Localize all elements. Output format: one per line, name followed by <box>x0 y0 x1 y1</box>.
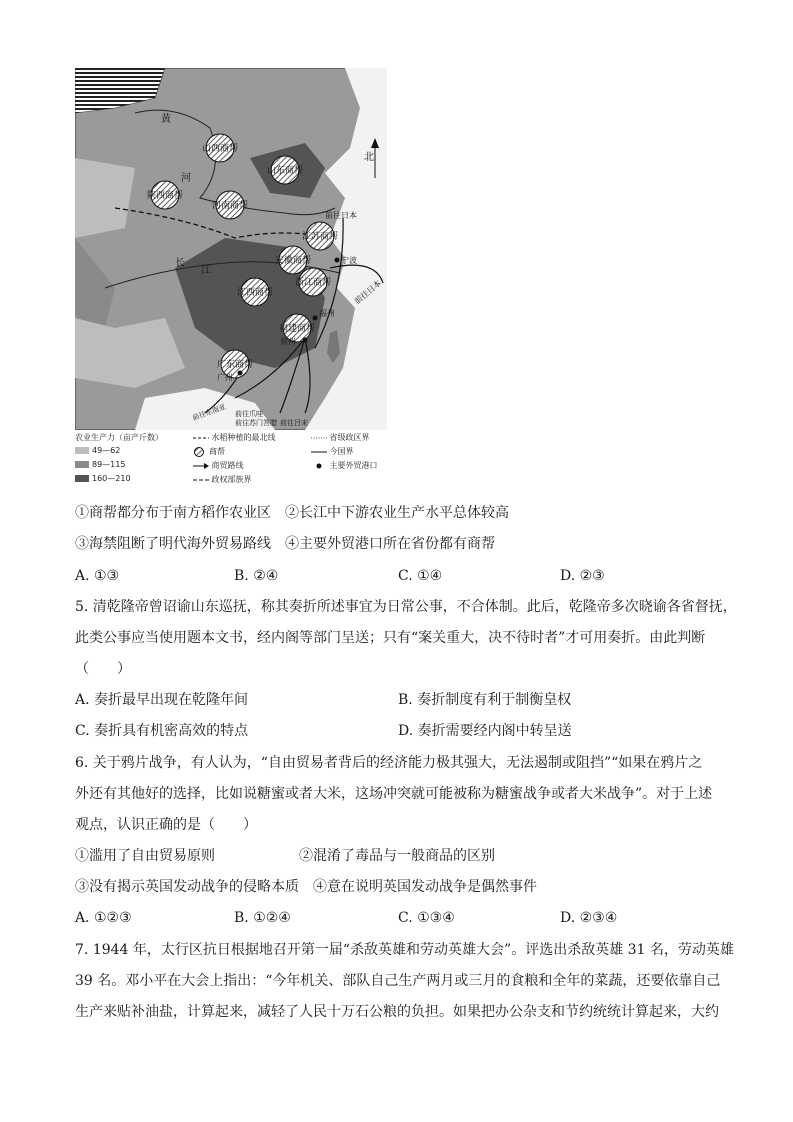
route-label: 前往日本 <box>352 278 384 306</box>
q6-stem-2: 外还有其他好的选择，比如说糖蜜或者大米，这场冲突就可能被称为糖蜜战争或者大米战争”。对于上述 <box>75 786 713 802</box>
solid-line-icon <box>311 449 327 455</box>
route-label: 前往吕宋 <box>280 419 308 427</box>
q4-option-a[interactable]: A. ①③ <box>75 568 120 584</box>
svg-text:安徽商帮: 安徽商帮 <box>274 256 312 266</box>
swatch <box>75 447 89 454</box>
svg-text:山东商帮: 山东商帮 <box>266 166 304 176</box>
dashed-line-icon <box>193 477 209 483</box>
q5-stem-3: （ ） <box>75 661 131 677</box>
q6-option-c[interactable]: C. ①③④ <box>398 910 455 926</box>
legend-trade-route: 商贸路线 <box>193 460 244 471</box>
q6-stem-3: 观点，认识正确的是（ ） <box>75 817 257 833</box>
legend-national-border: 今国界 <box>311 446 354 457</box>
arrow-line-icon <box>193 463 209 469</box>
q6-option-d[interactable]: D. ②③④ <box>560 910 618 926</box>
dotted-line-icon <box>311 435 327 441</box>
q7-stem-3: 生产来贴补油盐，计算起来，减轻了人民十万石公粮的负担。如果把办公杂支和节约统统计算起来，大约 <box>75 1004 719 1020</box>
legend-level-high: 160—210 <box>75 474 131 483</box>
route-label: 前往东南亚 <box>191 402 227 423</box>
svg-text:北: 北 <box>364 152 374 163</box>
svg-text:广东商帮: 广东商帮 <box>216 360 254 370</box>
hatched-circle-icon <box>193 447 209 457</box>
q5-option-d[interactable]: D. 奏折需要经内阁中转呈送 <box>398 723 572 739</box>
svg-text:山西商帮: 山西商帮 <box>201 144 239 154</box>
river-label: 江 <box>201 265 211 276</box>
legend-province-border: 省级政区界 <box>311 432 370 443</box>
q5-option-b[interactable]: B. 奏折制度有利于制衡皇权 <box>398 692 572 708</box>
ming-merchant-map <box>75 68 387 430</box>
legend-rice-line: 水稻种植的最北线 <box>193 432 276 443</box>
q4-option-d[interactable]: D. ②③ <box>560 568 605 584</box>
q6-stem-1: 6. 关于鸦片战争，有人认为，“自由贸易者背后的经济能力极其强大，无法遏制或阻挡”“如果在鸦片之 <box>75 755 703 771</box>
q5-stem-1: 5. 清乾隆帝曾诏谕山东巡抚，称其奏折所述事宜为日常公事，不合体制。此后，乾隆帝多次晓谕各省督抚， <box>75 599 737 615</box>
q7-stem-1: 7. 1944 年，太行区抗日根据地召开第一届“杀敌英雄和劳动英雄大会”。评选出杀敌英雄 31 名，劳动英雄 <box>75 942 734 958</box>
svg-text:福建商帮: 福建商帮 <box>278 324 316 334</box>
svg-text:河南商帮: 河南商帮 <box>211 201 249 211</box>
q6-option-b[interactable]: B. ①②④ <box>234 910 291 926</box>
q4-option-c[interactable]: C. ①④ <box>398 568 443 584</box>
svg-text:江苏商帮: 江苏商帮 <box>301 232 339 242</box>
q5-option-a[interactable]: A. 奏折最早出现在乾隆年间 <box>75 692 249 708</box>
swatch <box>75 475 89 482</box>
legend-title: 农业生产力（亩产斤数） <box>75 433 163 442</box>
legend-level-low: 49—62 <box>75 446 120 455</box>
q4-statements-2: ③海禁阻断了明代海外贸易路线 ④主要外贸港口所在省份都有商帮 <box>75 536 495 552</box>
dashed-line-icon <box>193 435 209 441</box>
legend-merchant-group: 商帮 <box>193 446 225 457</box>
q4-statements-1: ①商帮都分布于南方稻作农业区 ②长江中下游农业生产水平总体较高 <box>75 505 509 521</box>
legend-main-port: 主要外贸港口 <box>311 460 378 471</box>
river-label: 长 <box>175 258 185 269</box>
svg-text:浙江商帮: 浙江商帮 <box>294 278 332 288</box>
svg-text:泉州: 泉州 <box>280 337 296 346</box>
route-label: 前往日本 <box>325 211 357 220</box>
river-label: 黄 <box>161 114 171 125</box>
route-label: 前往苏门答腊 <box>235 419 277 427</box>
svg-text:广州: 广州 <box>217 373 233 382</box>
svg-text:陕西商帮: 陕西商帮 <box>146 191 184 201</box>
river-label: 河 <box>181 173 191 184</box>
q6-statements-2: ③没有揭示英国发动战争的侵略本质 ④意在说明英国发动战争是偶然事件 <box>75 879 537 895</box>
svg-text:宁波: 宁波 <box>341 256 357 265</box>
svg-text:福州: 福州 <box>319 309 335 318</box>
svg-text:江西商帮: 江西商帮 <box>236 288 274 298</box>
legend-regime-border: 政权部族界 <box>193 474 252 485</box>
q5-option-c[interactable]: C. 奏折具有机密高效的特点 <box>75 723 249 739</box>
dot-icon <box>311 463 327 469</box>
q5-stem-2: 此类公事应当使用题本文书，经内阁等部门呈送；只有“案关重大，决不待时者”才可用奏折。由此判断 <box>75 630 706 646</box>
legend-level-mid: 89—115 <box>75 460 125 469</box>
q4-option-b[interactable]: B. ②④ <box>234 568 279 584</box>
q7-stem-2: 39 名。邓小平在大会上指出：“今年机关、部队自己生产两月或三月的食粮和全年的菜蔬，还要依靠自己 <box>75 973 721 989</box>
swatch <box>75 461 89 468</box>
q6-option-a[interactable]: A. ①②③ <box>75 910 132 926</box>
map-legend <box>75 432 395 490</box>
route-label: 前往爪哇 <box>235 410 263 418</box>
q6-statements-1: ①滥用了自由贸易原则 ②混淆了毒品与一般商品的区别 <box>75 848 495 864</box>
